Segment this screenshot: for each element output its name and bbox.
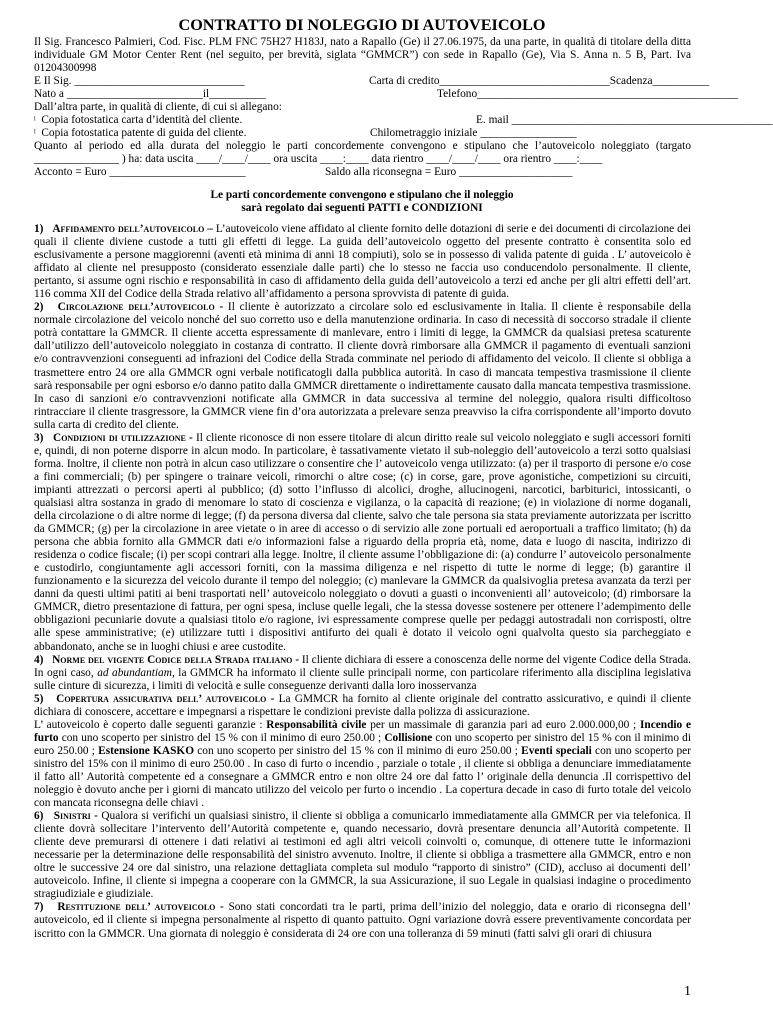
coverage-text: con uno scoperto per sinistro del 15% con il minimo di euro 250.00 . In caso di furto o incendio , parziale o totale , il cliente si obbliga a denunciare immediatamente il fatto all’ Autorità competente ed a consegnare a GMMCR entro e non oltre 24 ore dal fatto l’ originale della denuncia .Il corrispettivo del noleggio è dovuto anche per i giorni di mancato utilizzo del veicolo per furto o incendio . La copertura decade in caso di furto totale del veicolo con mancata riconsegna delle chiavi .: [34, 744, 691, 810]
clause-number: 5): [34, 692, 44, 705]
coverage-kasko: Estensione KASKO: [98, 744, 195, 757]
birth-line: Nato a ________________________il__________: [34, 88, 266, 100]
clause-number: 2): [34, 301, 44, 314]
clause-3: [34, 432, 691, 654]
clause-heading: Norme del vigente Codice della Strada italiano -: [52, 653, 299, 666]
attachment-license-label: Copia fotostatica patente di guida del cliente.: [41, 127, 247, 139]
document-title: CONTRATTO DI NOLEGGIO DI AUTOVEICOLO: [178, 16, 546, 34]
phone-line: Telefono______________________________________________: [437, 88, 739, 100]
intro-paragraph: Il Sig. Francesco Palmieri, Cod. Fisc. PLM FNC 75H27 H183J, nato a Rapallo (Ge) il 27.06.1975, da una parte, in qualità di titolare della ditta individuale GM Motor Center Rent (nel seguito, per brevità, siglata “GMMCR”) con sede in Rapallo (Ge), Via S. Anna n. 5 B, Part. Iva 01204300998: [34, 36, 691, 75]
tick-marker: ˡ: [34, 115, 36, 126]
clause-number: 4): [34, 653, 44, 666]
deposit-line: Acconto = Euro ________________________: [34, 166, 246, 178]
clause-2: [34, 301, 691, 431]
clause-heading: Condizioni di utilizzazione -: [53, 431, 193, 444]
clause-text-before: Il cliente dichiara di essere a conoscenza delle norme del vigente Codice della Strada. In ogni caso,: [34, 653, 691, 679]
attachment-license: [34, 127, 246, 140]
clause-5-coverages: [34, 719, 691, 810]
coverage-text: per un massimale di garanzia pari ad euro 2.000.000,00 ;: [366, 718, 640, 731]
customer-name-line: E Il Sig. ______________________________: [34, 75, 245, 87]
tick-marker: ˡ: [34, 128, 36, 139]
clause-text: L’autoveicolo viene affidato al cliente fornito delle dotazioni di serie e dei documenti di circolazione dei quali il cliente diviene custode a tutti gli effetti di legge. La guida dell’autoveicolo oggetto del presente contratto è consentita solo ed esclusivamente a persone maggiorenni (aventi età minima di anni 18 compiuti), solo se in possesso di valida patente di guida . L’ autoveicolo è affidato al cliente nel presupposto (considerato essenziale dalle parti) che lo stesso ne faccia uso conducendolo personalmente. Il cliente, pertanto, si assume ogni rischio e responsabilità in caso di affidamento della guida dell’autoveicolo a terzi ed anche per gli altri effetti dell’art. 116 comma XII del Codice della Strada relativo all’affidamento a persona sprovvista di patente di guida.: [34, 223, 692, 301]
clause-text: Il cliente è autorizzato a circolare solo ed esclusivamente in Italia. Il cliente è responsabile della normale circolazione del veicolo nonché del suo corretto uso e della manutenzione ordinaria. In caso di necessità di soccorso stradale il cliente potrà contattare la GMMCR. Il cliente accetta espressamente di manlevare, entro i limiti di legge, la GMMCR da qualsiasi pretesa scaturente dall’utilizzo dell’autoveicolo noleggiato in costanza di contratto. Il cliente dovrà rimborsare alla GMMCR il pagamento di eventuali sanzioni e/o contravvenzioni conseguenti ad infrazioni del Codice della Strada comminate nel periodo di affidamento del veicolo. Il cliente si obbliga a trasmettere entro 24 ore alla GMMCR ogni verbale notificatogli dalla pubblica autorità. In caso di mancata tempestiva trasmissione il cliente sarà responsabile per ogni esborso e/o danno patito dalla GMMCR direttamente o indirettamente causato dalla mancata tempestiva trasmissione. In caso di sanzioni e/o contravvenzioni notificate alla GMMCR in data successiva al termine del noleggio, qualora risulti difficoltoso rintracciare il cliente trasgressore, la GMMCR viene fin d’ora autorizzata a prelevare senza preavviso la cifra corrispondente all’importo dovuto sulla carta di credito del cliente.: [34, 301, 692, 431]
clause-text: Qualora si verifichi un qualsiasi sinistro, il cliente si obbliga a comunicarlo immediatamente alla GMMCR per via telefonica. Il cliente dovrà sollecitare l’intervento dell’Autorità competente e, quando necessario, dovrà presentare denuncia all’Autorità competente. Il cliente deve premurarsi di ottenere i dati relativi ai testimoni ed agli altri veicoli coinvolti o, comunque, di ottenere tutte le informazioni necessarie per la determinazione delle responsabilità del sinistro avvenuto. Inoltre, il cliente si obbliga a trasmettere alla GMMCR, entro e non oltre le successive 24 ore dal sinistro, una relazione dettagliata completa sul modulo “rapporto di sinistro” (CID), accluso ai documenti dell’ autoveicolo. Infine, il cliente si impegna a cooperare con la GMMCR, la sua Assicurazione, il suo Legale in qualsiasi indagine o procedimento stragiudiziale e giudiziale.: [34, 810, 691, 901]
email-line: E. mail ______________________________________________: [476, 114, 773, 126]
clause-heading: Sinistri -: [53, 810, 98, 823]
coverage-special-events: Eventi speciali: [521, 744, 592, 757]
clause-number: 1): [34, 223, 44, 235]
clause-7: [34, 901, 691, 940]
coverage-text: con uno scoperto per sinistro del 15 % con il minimo di euro 250.00 ;: [194, 744, 522, 757]
rental-dates-line: _______________ ) ha: data uscita ____/____/____ ora uscita ____:____ data rientro ____/____/____ ora rientro ____:____: [34, 153, 603, 165]
coverage-liability: Responsabilità civile: [266, 718, 367, 731]
clause-number: 7): [34, 901, 44, 914]
clauses-section: [34, 223, 691, 941]
clause-1: [34, 223, 691, 301]
attachment-id-card-label: Copia fotostatica carta d’identità del cliente.: [41, 114, 243, 126]
coverage-fire-theft: Incendio e furto: [34, 718, 691, 744]
clause-text: Sono stati concordati tra le parti, prima dell’inizio del noleggio, data e orario di riconsegna dell’ autoveicolo, ed il cliente si impegna personalmente al rispetto di quanto pattuito. Ogni variazione dovrà essere preventivamente concordata per iscritto con la GMMCR. Una giornata di noleggio è considerata di 24 ore con una tolleranza di 59 minuti (fatti salvi gli orari di chiusura: [34, 901, 691, 940]
mileage-line: Chilometraggio iniziale _________________: [370, 127, 577, 139]
clause-heading: Copertura assicurativa dell’ autoveicolo -: [56, 692, 275, 705]
clause-number: 3): [34, 431, 44, 444]
coverage-text: L’ autoveicolo è coperto dalle seguenti garanzie :: [34, 718, 267, 731]
page-number: 1: [684, 984, 691, 999]
clause-latin-phrase: ad abundantiam: [97, 666, 172, 679]
conditions-subtitle-1: Le parti concordemente convengono e stipulano che il noleggio: [210, 189, 514, 201]
attachments-heading: Dall’altra parte, in qualità di cliente, di cui si allegano:: [34, 101, 282, 113]
rental-period-line: Quanto al periodo ed alla durata del noleggio le parti concordemente convengono e stipulano che l’autoveicolo noleggiato (targato: [34, 140, 691, 152]
clause-4: [34, 654, 691, 693]
balance-line: Saldo alla riconsegna = Euro ____________________: [325, 166, 573, 178]
credit-card-line: Carta di credito______________________________Scadenza__________: [369, 75, 710, 87]
coverage-collision: Collisione: [384, 731, 433, 744]
attachment-id-card: [34, 114, 242, 127]
clause-text: Il cliente riconosce di non essere titolare di alcun diritto reale sul veicolo noleggiato e sugli accessori forniti e, quindi, di non poterne disporre in alcun modo. In particolare, è tassativamente vietato il sub-noleggio dell’autoveicolo a terzi sotto qualsiasi forma. Inoltre, il cliente non potrà in alcun caso utilizzare o consentire che l’ autoveicolo venga utilizzato: (a) per il trasporto di persone e/o cose a fini commerciali; (b) per spingere o trainare veicoli, rimorchi o altre cose; (c) in corse, gare, prove agonistiche, competizioni su circuiti, impianti attrezzati o percorsi aperti al pubblico; (d) sotto l’influsso di alcolici, droghe, allucinogeni, narcotici, barbiturici, intossicanti, o qualsiasi altra sostanza in grado di menomare lo stato di coscienza e vigilanza, o la capacità di reazione; (e) in violazione di norme doganali, della circolazione o di altre norme di legge; (f) da persona diversa dal cliente, salvo che tale persona sia stata previamente autorizzata per iscritto da GMMCR; (g) per la circolazione in aree vietate o in aree di accesso o di servizio alle zone portuali ed aeroportuali a traffico limitato; (h) da persona che abbia fornito alla GMMCR dati e/o informazioni false a riguardo della propria età, nome, data e luogo di nascita, indirizzo di residenza o codice fiscale; (i) per scopi contrari alla legge. Inoltre, il cliente assume l’obbligazione di: (a) condurre l’ autoveicolo personalmente e custodirlo, congiuntamente agli accessori forniti, con la massima diligenza e nel rispetto di tutte le norme di legge; (b) garantire il funzionamento e la sicurezza del veicolo durante il tempo del noleggio; (c) manlevare la GMMCR da qualsivoglia pretesa avanzata da terzi per danni da questi ultimi patiti ai beni trasportati nell’ autoveicolo noleggiato o dovuti a guasti o inconvenienti all’ autoveicolo; (d) rimborsare la GMMCR, dietro presentazione di fattura, per ogni spesa, incluse quelle legali, che la stessa dovesse sostenere per ottenere l’adempimento delle obbligazioni pecuniarie dovute a qualsiasi titolo e/o ragione, ivi espressamente comprese quelle per pedaggi autostradali non corrisposti, oltre alle spese amministrative; (e) utilizzare tutti i dispositivi antifurto dei quali è dotato il veicolo ogni qualvolta questo sia parcheggiato e abbandonato, anche se in luoghi chiusi e aree custodite.: [34, 431, 691, 653]
clause-text: , la GMMCR ha informato il cliente sulle principali norme, con particolare riferimento alla disciplina legislativa sulle cinture di sicurezza, i limiti di velocità e sulle conseguenze derivanti dalla loro inosservanza: [34, 666, 691, 692]
clause-6: [34, 810, 691, 901]
clause-heading: Circolazione dell’autoveicolo -: [57, 301, 224, 314]
conditions-subtitle-2: sarà regolato dai seguenti PATTI e CONDIZIONI: [241, 202, 483, 214]
clause-heading: Affidamento dell’autoveicolo –: [52, 223, 213, 235]
clause-number: 6): [34, 810, 44, 823]
coverage-text: con uno scoperto per sinistro del 15 % con il minimo di euro 250.00 ;: [58, 731, 385, 744]
coverage-text: con uno scoperto per sinistro del 15 % con il minimo di euro 250.00 ;: [34, 731, 692, 757]
clause-text: La GMMCR ha fornito al cliente originale del contratto assicurativo, e quindi il cliente dichiara di conoscere, accettare e impegnarsi a rispettare le condizioni previste dalla polizza di assicurazione.: [34, 692, 691, 718]
clause-5: [34, 693, 691, 719]
clause-heading: Restituzione dell’ autoveicolo -: [57, 901, 224, 914]
